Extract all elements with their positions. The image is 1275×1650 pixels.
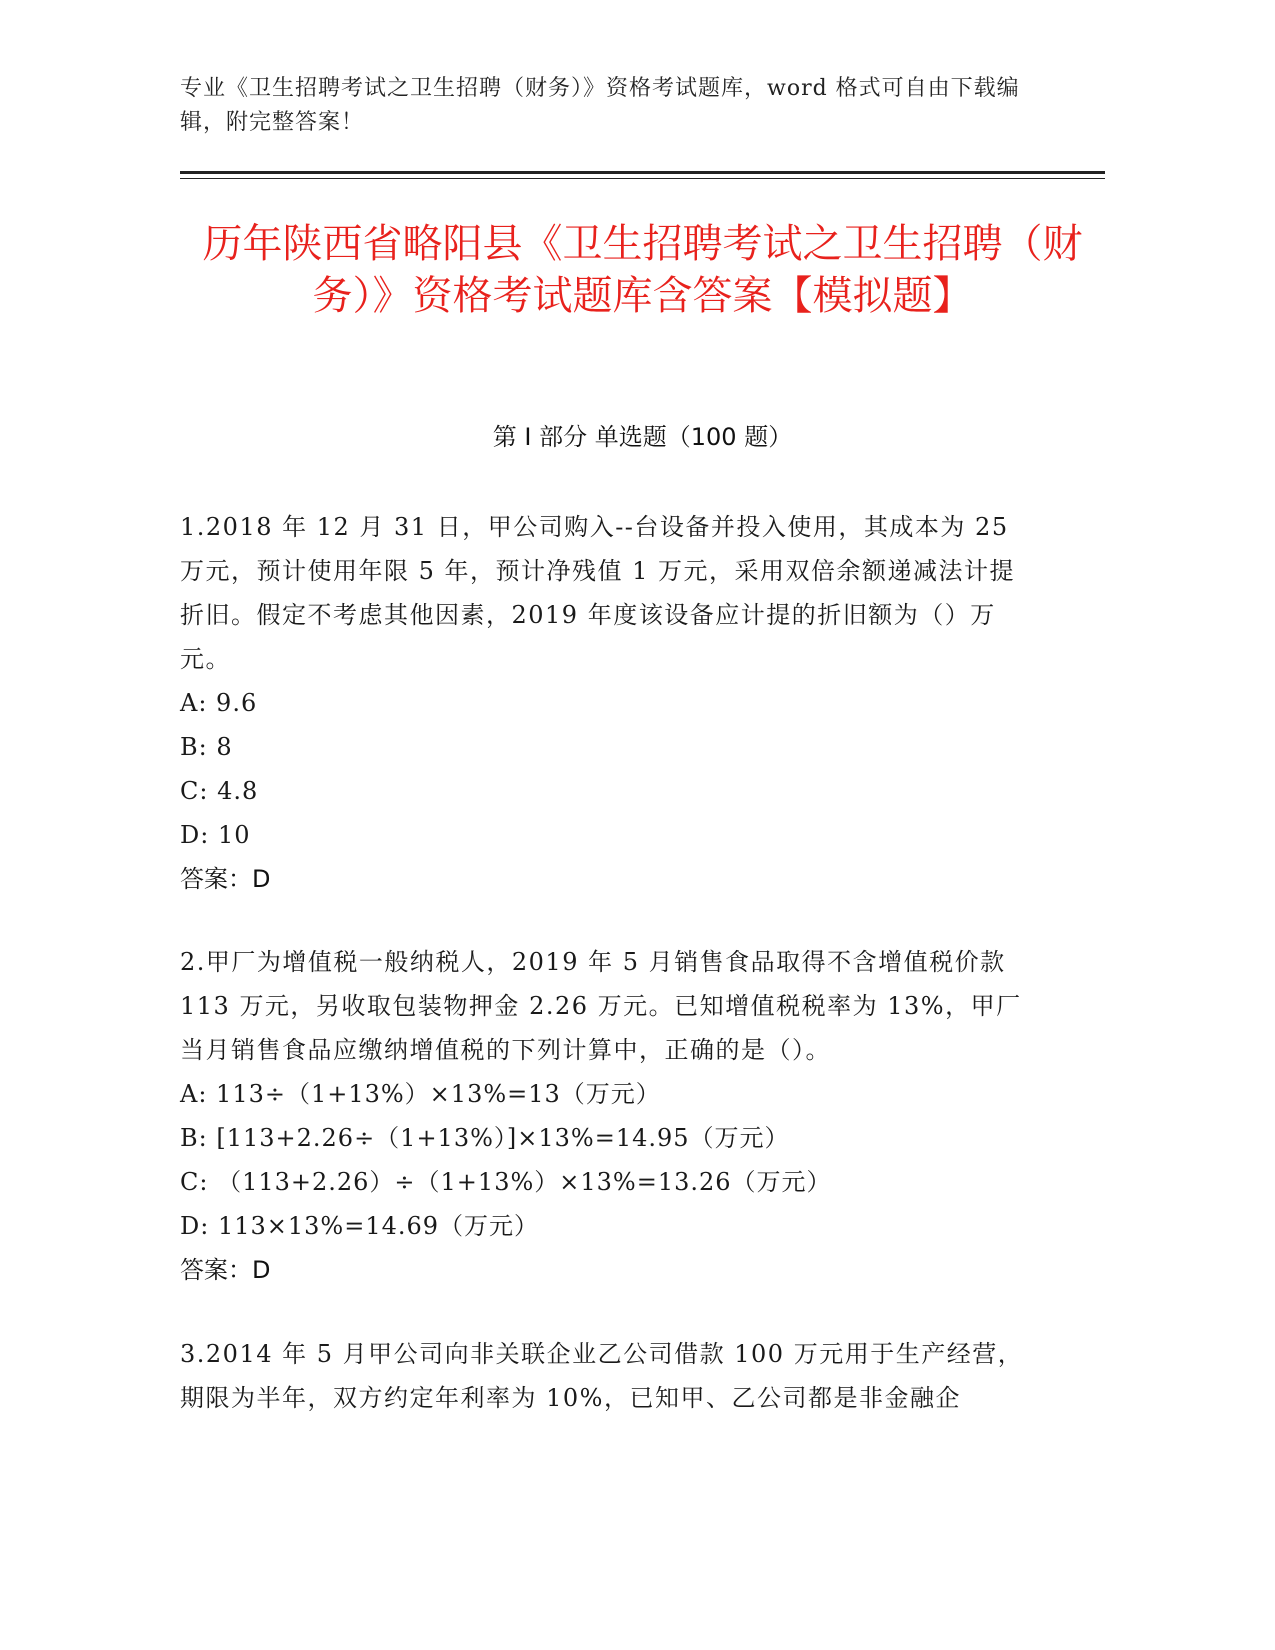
document-title: 历年陕西省略阳县《卫生招聘考试之卫生招聘（财务）》资格考试题库含答案【模拟题】: [202, 221, 1083, 319]
option-a: A: 113÷（1+13%）×13%=13（万元）: [180, 1080, 661, 1108]
option-d: D: 113×13%=14.69（万元）: [180, 1212, 540, 1240]
option-c: C: （113+2.26）÷（1+13%）×13%=13.26（万元）: [180, 1168, 832, 1196]
question-stem: 1.2018 年 12 月 31 日，甲公司购入--台设备并投入使用，其成本为 25 万元，预计使用年限 5 年，预计净残值 1 万元，采用双倍余额递减法计提折旧。假定不考虑其他因素，2019 年度该设备应计提的折旧额为（）万元。: [180, 513, 1016, 673]
option-b: B: [113+2.26÷（1+13%）]×13%=14.95（万元）: [180, 1124, 790, 1152]
question-3: [180, 1332, 1040, 1420]
question-stem: 3.2014 年 5 月甲公司向非关联企业乙公司借款 100 万元用于生产经营，期限为半年，双方约定年利率为 10%，已知甲、乙公司都是非金融企: [180, 1340, 1024, 1412]
option-a: A: 9.6: [180, 689, 258, 717]
answer-label: 答案：D: [180, 865, 271, 893]
option-d: D: 10: [180, 821, 251, 849]
question-2: [180, 940, 1040, 1292]
option-c: C: 4.8: [180, 777, 259, 805]
section-heading: 第 I 部分 单选题（100 题）: [492, 423, 793, 451]
header-divider-thin: [180, 178, 1105, 179]
question-stem: 2.甲厂为增值税一般纳税人，2019 年 5 月销售食品取得不含增值税价款 113 万元，另收取包装物押金 2.26 万元。已知增值税税率为 13%，甲厂当月销售食品应缴纳增值税的下列计算中，正确的是（）。: [180, 948, 1022, 1064]
header-divider-thick: [180, 171, 1105, 174]
header-note: 专业《卫生招聘考试之卫生招聘（财务）》资格考试题库，word 格式可自由下载编辑，附完整答案！: [180, 76, 1020, 135]
answer-label: 答案：D: [180, 1256, 271, 1284]
question-1: [180, 505, 1040, 901]
option-b: B: 8: [180, 733, 233, 761]
